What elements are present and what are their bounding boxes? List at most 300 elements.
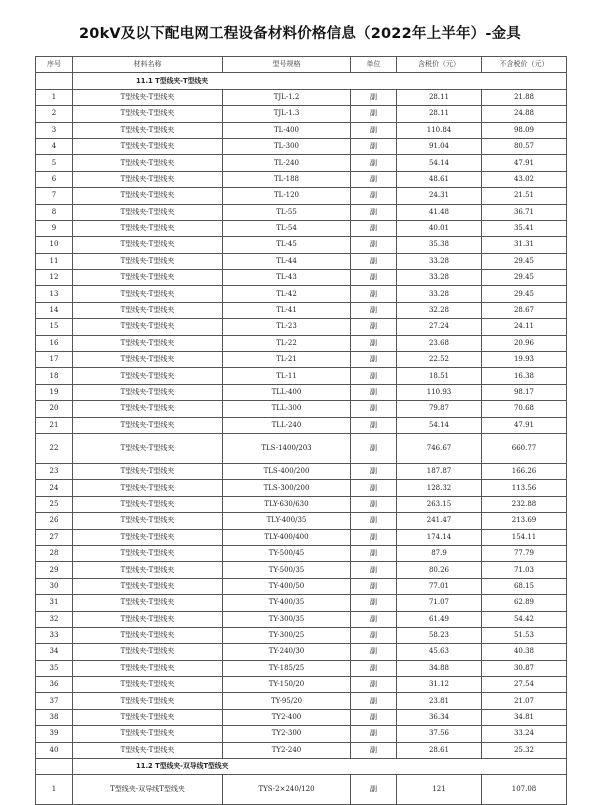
cell-material-name: T型线夹-T型线夹 [73, 644, 223, 660]
cell-unit: 副 [351, 742, 397, 758]
cell-material-name: T型线夹-T型线夹 [73, 401, 223, 417]
cell-material-name: T型线夹-T型线夹 [73, 433, 223, 463]
cell-material-name: T型线夹-T型线夹 [73, 253, 223, 269]
cell-index: 6 [36, 171, 73, 187]
cell-material-name: T型线夹-T型线夹 [73, 578, 223, 594]
cell-model-spec: TLY-400/400 [223, 529, 351, 545]
table-row [36, 693, 567, 709]
cell-unit: 副 [351, 188, 397, 204]
cell-unit: 副 [351, 595, 397, 611]
cell-price-without-tax: 36.71 [482, 204, 567, 220]
cell-index: 39 [36, 726, 73, 742]
cell-price-with-tax: 746.67 [397, 433, 482, 463]
cell-index: 30 [36, 578, 73, 594]
cell-model-spec: TY2-300 [223, 726, 351, 742]
cell-price-without-tax: 213.69 [482, 513, 567, 529]
cell-price-without-tax: 47.91 [482, 155, 567, 171]
cell-material-name: T型线夹-T型线夹 [73, 677, 223, 693]
cell-price-with-tax: 174.14 [397, 529, 482, 545]
cell-index: 4 [36, 138, 73, 154]
cell-price-with-tax: 22.52 [397, 352, 482, 368]
cell-material-name: T型线夹-T型线夹 [73, 204, 223, 220]
cell-price-with-tax: 23.68 [397, 335, 482, 351]
table-row [36, 106, 567, 122]
cell-unit: 副 [351, 644, 397, 660]
table-row [36, 270, 567, 286]
header-price-with-tax: 含税价（元） [397, 57, 482, 73]
cell-model-spec: TY-400/35 [223, 595, 351, 611]
cell-price-without-tax: 98.17 [482, 384, 567, 400]
table-row [36, 335, 567, 351]
header-row [36, 57, 567, 73]
table-row [36, 627, 567, 643]
cell-unit: 副 [351, 562, 397, 578]
cell-price-with-tax: 54.14 [397, 417, 482, 433]
cell-price-without-tax: 16.38 [482, 368, 567, 384]
cell-unit: 副 [351, 270, 397, 286]
table-row [36, 401, 567, 417]
table-row [36, 188, 567, 204]
cell-price-without-tax: 35.41 [482, 220, 567, 236]
cell-price-without-tax: 113.56 [482, 480, 567, 496]
table-row [36, 709, 567, 725]
cell-unit: 副 [351, 319, 397, 335]
table-row [36, 237, 567, 253]
cell-model-spec: TL-45 [223, 237, 351, 253]
cell-material-name: T型线夹-T型线夹 [73, 155, 223, 171]
cell-unit: 副 [351, 709, 397, 725]
cell-material-name: T型线夹-T型线夹 [73, 171, 223, 187]
table-row [36, 155, 567, 171]
cell-price-without-tax: 33.24 [482, 726, 567, 742]
header-material-name: 材料名称 [73, 57, 223, 73]
cell-price-without-tax: 62.89 [482, 595, 567, 611]
cell-price-without-tax: 154.11 [482, 529, 567, 545]
cell-unit: 副 [351, 775, 397, 805]
section-index-cell [36, 73, 73, 89]
cell-model-spec: TJL-1.3 [223, 106, 351, 122]
cell-price-without-tax: 166.26 [482, 463, 567, 479]
cell-material-name: T型线夹-T型线夹 [73, 562, 223, 578]
cell-price-without-tax: 31.31 [482, 237, 567, 253]
cell-model-spec: TL-43 [223, 270, 351, 286]
cell-model-spec: TL-120 [223, 188, 351, 204]
cell-model-spec: TY-240/30 [223, 644, 351, 660]
cell-unit: 副 [351, 352, 397, 368]
cell-index: 5 [36, 155, 73, 171]
cell-index: 23 [36, 463, 73, 479]
cell-material-name: T型线夹-T型线夹 [73, 463, 223, 479]
cell-index: 10 [36, 237, 73, 253]
table-row [36, 595, 567, 611]
cell-index: 17 [36, 352, 73, 368]
cell-unit: 副 [351, 726, 397, 742]
table-row [36, 742, 567, 758]
cell-price-with-tax: 28.11 [397, 89, 482, 105]
cell-material-name: T型线夹-T型线夹 [73, 693, 223, 709]
cell-price-with-tax: 48.61 [397, 171, 482, 187]
cell-model-spec: TL-42 [223, 286, 351, 302]
cell-index: 38 [36, 709, 73, 725]
cell-material-name: T型线夹-T型线夹 [73, 302, 223, 318]
cell-price-without-tax: 30.87 [482, 660, 567, 676]
cell-model-spec: TL-44 [223, 253, 351, 269]
cell-unit: 副 [351, 122, 397, 138]
table-row [36, 644, 567, 660]
cell-model-spec: TL-41 [223, 302, 351, 318]
table-row [36, 433, 567, 463]
cell-material-name: T型线夹-T型线夹 [73, 368, 223, 384]
cell-index: 12 [36, 270, 73, 286]
cell-price-without-tax: 107.08 [482, 775, 567, 805]
table-row [36, 286, 567, 302]
cell-price-without-tax: 21.07 [482, 693, 567, 709]
cell-price-with-tax: 36.34 [397, 709, 482, 725]
cell-price-without-tax: 28.67 [482, 302, 567, 318]
section-index-cell [36, 759, 73, 775]
cell-price-without-tax: 24.11 [482, 319, 567, 335]
cell-price-with-tax: 33.28 [397, 253, 482, 269]
cell-material-name: T型线夹-T型线夹 [73, 742, 223, 758]
cell-price-with-tax: 28.61 [397, 742, 482, 758]
table-row [36, 122, 567, 138]
cell-model-spec: TY-185/25 [223, 660, 351, 676]
cell-index: 35 [36, 660, 73, 676]
section-header-row [36, 759, 567, 775]
section-header-row [36, 73, 567, 89]
cell-price-with-tax: 37.56 [397, 726, 482, 742]
cell-price-without-tax: 98.09 [482, 122, 567, 138]
cell-model-spec: TLL-400 [223, 384, 351, 400]
table-row [36, 319, 567, 335]
cell-index: 13 [36, 286, 73, 302]
cell-price-with-tax: 263.15 [397, 496, 482, 512]
cell-price-without-tax: 34.81 [482, 709, 567, 725]
cell-index: 31 [36, 595, 73, 611]
cell-model-spec: TL-21 [223, 352, 351, 368]
cell-index: 1 [36, 775, 73, 805]
cell-index: 36 [36, 677, 73, 693]
cell-price-without-tax: 20.96 [482, 335, 567, 351]
cell-price-without-tax: 25.32 [482, 742, 567, 758]
cell-index: 34 [36, 644, 73, 660]
cell-model-spec: TY-400/50 [223, 578, 351, 594]
cell-model-spec: TYS-2×240/120 [223, 775, 351, 805]
cell-index: 28 [36, 545, 73, 561]
cell-price-without-tax: 29.45 [482, 286, 567, 302]
table-row [36, 368, 567, 384]
cell-unit: 副 [351, 237, 397, 253]
cell-price-without-tax: 24.88 [482, 106, 567, 122]
cell-unit: 副 [351, 106, 397, 122]
cell-price-without-tax: 21.88 [482, 89, 567, 105]
cell-unit: 副 [351, 302, 397, 318]
header-model-spec: 型号规格 [223, 57, 351, 73]
cell-material-name: T型线夹-T型线夹 [73, 335, 223, 351]
page-title: 20kV及以下配电网工程设备材料价格信息（2022年上半年）-金具 [78, 26, 521, 42]
cell-price-with-tax: 110.93 [397, 384, 482, 400]
table-row [36, 775, 567, 805]
cell-unit: 副 [351, 335, 397, 351]
cell-index: 8 [36, 204, 73, 220]
cell-unit: 副 [351, 384, 397, 400]
cell-index: 18 [36, 368, 73, 384]
cell-model-spec: TJL-1.2 [223, 89, 351, 105]
cell-index: 22 [36, 433, 73, 463]
cell-model-spec: TY-300/25 [223, 627, 351, 643]
cell-index: 32 [36, 611, 73, 627]
cell-model-spec: TY-500/45 [223, 545, 351, 561]
cell-unit: 副 [351, 286, 397, 302]
cell-unit: 副 [351, 677, 397, 693]
cell-material-name: T型线夹-T型线夹 [73, 417, 223, 433]
table-row [36, 253, 567, 269]
section-title: 11.1 T型线夹-T型线夹 [73, 73, 567, 89]
cell-model-spec: TLS-1400/203 [223, 433, 351, 463]
cell-price-without-tax: 43.02 [482, 171, 567, 187]
cell-model-spec: TY2-240 [223, 742, 351, 758]
cell-model-spec: TY-500/35 [223, 562, 351, 578]
table-row [36, 496, 567, 512]
cell-price-without-tax: 21.51 [482, 188, 567, 204]
cell-model-spec: TLS-400/200 [223, 463, 351, 479]
cell-material-name: T型线夹-T型线夹 [73, 122, 223, 138]
table-row [36, 384, 567, 400]
cell-price-with-tax: 31.12 [397, 677, 482, 693]
cell-unit: 副 [351, 220, 397, 236]
cell-price-without-tax: 71.03 [482, 562, 567, 578]
cell-unit: 副 [351, 433, 397, 463]
cell-unit: 副 [351, 204, 397, 220]
table-row [36, 220, 567, 236]
table-row [36, 302, 567, 318]
cell-index: 2 [36, 106, 73, 122]
cell-price-without-tax: 70.68 [482, 401, 567, 417]
cell-price-with-tax: 27.24 [397, 319, 482, 335]
cell-price-with-tax: 23.81 [397, 693, 482, 709]
cell-price-with-tax: 45.63 [397, 644, 482, 660]
cell-material-name: T型线夹-T型线夹 [73, 627, 223, 643]
cell-model-spec: TLY-400/35 [223, 513, 351, 529]
cell-price-with-tax: 110.84 [397, 122, 482, 138]
cell-material-name: T型线夹-T型线夹 [73, 89, 223, 105]
cell-model-spec: TL-400 [223, 122, 351, 138]
cell-model-spec: TLL-300 [223, 401, 351, 417]
cell-price-without-tax: 27.54 [482, 677, 567, 693]
cell-price-with-tax: 80.26 [397, 562, 482, 578]
cell-material-name: T型线夹-T型线夹 [73, 726, 223, 742]
cell-model-spec: TLY-630/630 [223, 496, 351, 512]
cell-price-with-tax: 33.28 [397, 286, 482, 302]
cell-model-spec: TL-188 [223, 171, 351, 187]
table-row [36, 352, 567, 368]
cell-price-without-tax: 51.53 [482, 627, 567, 643]
cell-unit: 副 [351, 529, 397, 545]
table-row [36, 171, 567, 187]
cell-price-without-tax: 68.15 [482, 578, 567, 594]
cell-material-name: T型线夹-T型线夹 [73, 529, 223, 545]
cell-material-name: T型线夹-T型线夹 [73, 188, 223, 204]
table-row [36, 578, 567, 594]
cell-model-spec: TL-22 [223, 335, 351, 351]
cell-price-without-tax: 29.45 [482, 270, 567, 286]
cell-price-with-tax: 87.9 [397, 545, 482, 561]
cell-price-with-tax: 128.32 [397, 480, 482, 496]
cell-index: 20 [36, 401, 73, 417]
cell-index: 27 [36, 529, 73, 545]
cell-price-with-tax: 77.01 [397, 578, 482, 594]
cell-price-with-tax: 71.07 [397, 595, 482, 611]
cell-index: 40 [36, 742, 73, 758]
cell-price-with-tax: 61.49 [397, 611, 482, 627]
cell-price-without-tax: 29.45 [482, 253, 567, 269]
table-row [36, 660, 567, 676]
cell-unit: 副 [351, 545, 397, 561]
cell-model-spec: TL-23 [223, 319, 351, 335]
cell-index: 19 [36, 384, 73, 400]
cell-material-name: T型线夹-T型线夹 [73, 138, 223, 154]
header-unit: 单位 [351, 57, 397, 73]
cell-material-name: T型线夹-T型线夹 [73, 611, 223, 627]
table-row [36, 562, 567, 578]
cell-price-with-tax: 35.38 [397, 237, 482, 253]
cell-index: 7 [36, 188, 73, 204]
cell-price-with-tax: 24.31 [397, 188, 482, 204]
cell-index: 11 [36, 253, 73, 269]
table-row [36, 138, 567, 154]
cell-price-with-tax: 91.04 [397, 138, 482, 154]
cell-unit: 副 [351, 253, 397, 269]
cell-model-spec: TL-54 [223, 220, 351, 236]
cell-model-spec: TL-300 [223, 138, 351, 154]
cell-model-spec: TLS-300/200 [223, 480, 351, 496]
cell-material-name: T型线夹-T型线夹 [73, 352, 223, 368]
cell-material-name: T型线夹-T型线夹 [73, 660, 223, 676]
cell-index: 26 [36, 513, 73, 529]
cell-material-name: T型线夹-T型线夹 [73, 270, 223, 286]
cell-price-without-tax: 232.88 [482, 496, 567, 512]
cell-price-with-tax: 54.14 [397, 155, 482, 171]
cell-model-spec: TL-11 [223, 368, 351, 384]
cell-material-name: T型线夹-T型线夹 [73, 595, 223, 611]
cell-model-spec: TY-95/20 [223, 693, 351, 709]
cell-model-spec: TY2-400 [223, 709, 351, 725]
cell-price-with-tax: 241.47 [397, 513, 482, 529]
cell-price-with-tax: 58.23 [397, 627, 482, 643]
table-row [36, 677, 567, 693]
cell-index: 21 [36, 417, 73, 433]
cell-material-name: T型线夹-T型线夹 [73, 384, 223, 400]
cell-material-name: T型线夹-T型线夹 [73, 286, 223, 302]
cell-material-name: T型线夹-T型线夹 [73, 106, 223, 122]
cell-unit: 副 [351, 155, 397, 171]
cell-material-name: T型线夹-T型线夹 [73, 319, 223, 335]
cell-unit: 副 [351, 89, 397, 105]
header-index: 序号 [36, 57, 73, 73]
cell-material-name: T型线夹-T型线夹 [73, 513, 223, 529]
header-price-without-tax: 不含税价（元） [482, 57, 567, 73]
cell-price-without-tax: 40.38 [482, 644, 567, 660]
cell-unit: 副 [351, 496, 397, 512]
cell-material-name: T型线夹-T型线夹 [73, 237, 223, 253]
cell-index: 1 [36, 89, 73, 105]
table-row [36, 726, 567, 742]
cell-index: 29 [36, 562, 73, 578]
cell-unit: 副 [351, 463, 397, 479]
table-row [36, 545, 567, 561]
cell-index: 24 [36, 480, 73, 496]
cell-price-with-tax: 41.48 [397, 204, 482, 220]
cell-material-name: T型线夹-双导线T型线夹 [73, 775, 223, 805]
cell-price-with-tax: 34.88 [397, 660, 482, 676]
cell-index: 3 [36, 122, 73, 138]
cell-price-without-tax: 77.79 [482, 545, 567, 561]
cell-index: 16 [36, 335, 73, 351]
cell-index: 15 [36, 319, 73, 335]
section-title: 11.2 T型线夹-双导线T型线夹 [73, 759, 567, 775]
table-row [36, 513, 567, 529]
table-row [36, 480, 567, 496]
table-row [36, 204, 567, 220]
cell-price-without-tax: 54.42 [482, 611, 567, 627]
cell-unit: 副 [351, 401, 397, 417]
price-table [35, 56, 567, 805]
cell-price-with-tax: 32.28 [397, 302, 482, 318]
cell-unit: 副 [351, 627, 397, 643]
cell-unit: 副 [351, 578, 397, 594]
cell-unit: 副 [351, 417, 397, 433]
cell-price-without-tax: 660.77 [482, 433, 567, 463]
cell-price-without-tax: 80.57 [482, 138, 567, 154]
table-row [36, 529, 567, 545]
cell-index: 33 [36, 627, 73, 643]
cell-material-name: T型线夹-T型线夹 [73, 709, 223, 725]
cell-unit: 副 [351, 660, 397, 676]
cell-model-spec: TL-240 [223, 155, 351, 171]
cell-price-with-tax: 121 [397, 775, 482, 805]
cell-unit: 副 [351, 138, 397, 154]
cell-price-with-tax: 79.87 [397, 401, 482, 417]
table-row [36, 611, 567, 627]
cell-material-name: T型线夹-T型线夹 [73, 496, 223, 512]
table-row [36, 463, 567, 479]
cell-unit: 副 [351, 171, 397, 187]
cell-model-spec: TLL-240 [223, 417, 351, 433]
cell-model-spec: TY-150/20 [223, 677, 351, 693]
cell-index: 14 [36, 302, 73, 318]
cell-unit: 副 [351, 368, 397, 384]
cell-unit: 副 [351, 513, 397, 529]
cell-material-name: T型线夹-T型线夹 [73, 220, 223, 236]
table-body [36, 73, 567, 805]
cell-index: 25 [36, 496, 73, 512]
table-row [36, 417, 567, 433]
cell-material-name: T型线夹-T型线夹 [73, 480, 223, 496]
cell-price-without-tax: 47.91 [482, 417, 567, 433]
table-row [36, 89, 567, 105]
cell-unit: 副 [351, 693, 397, 709]
cell-price-with-tax: 28.11 [397, 106, 482, 122]
cell-unit: 副 [351, 480, 397, 496]
cell-unit: 副 [351, 611, 397, 627]
cell-price-with-tax: 187.87 [397, 463, 482, 479]
cell-model-spec: TY-300/35 [223, 611, 351, 627]
cell-index: 37 [36, 693, 73, 709]
cell-price-with-tax: 18.51 [397, 368, 482, 384]
cell-model-spec: TL-55 [223, 204, 351, 220]
cell-material-name: T型线夹-T型线夹 [73, 545, 223, 561]
cell-index: 9 [36, 220, 73, 236]
